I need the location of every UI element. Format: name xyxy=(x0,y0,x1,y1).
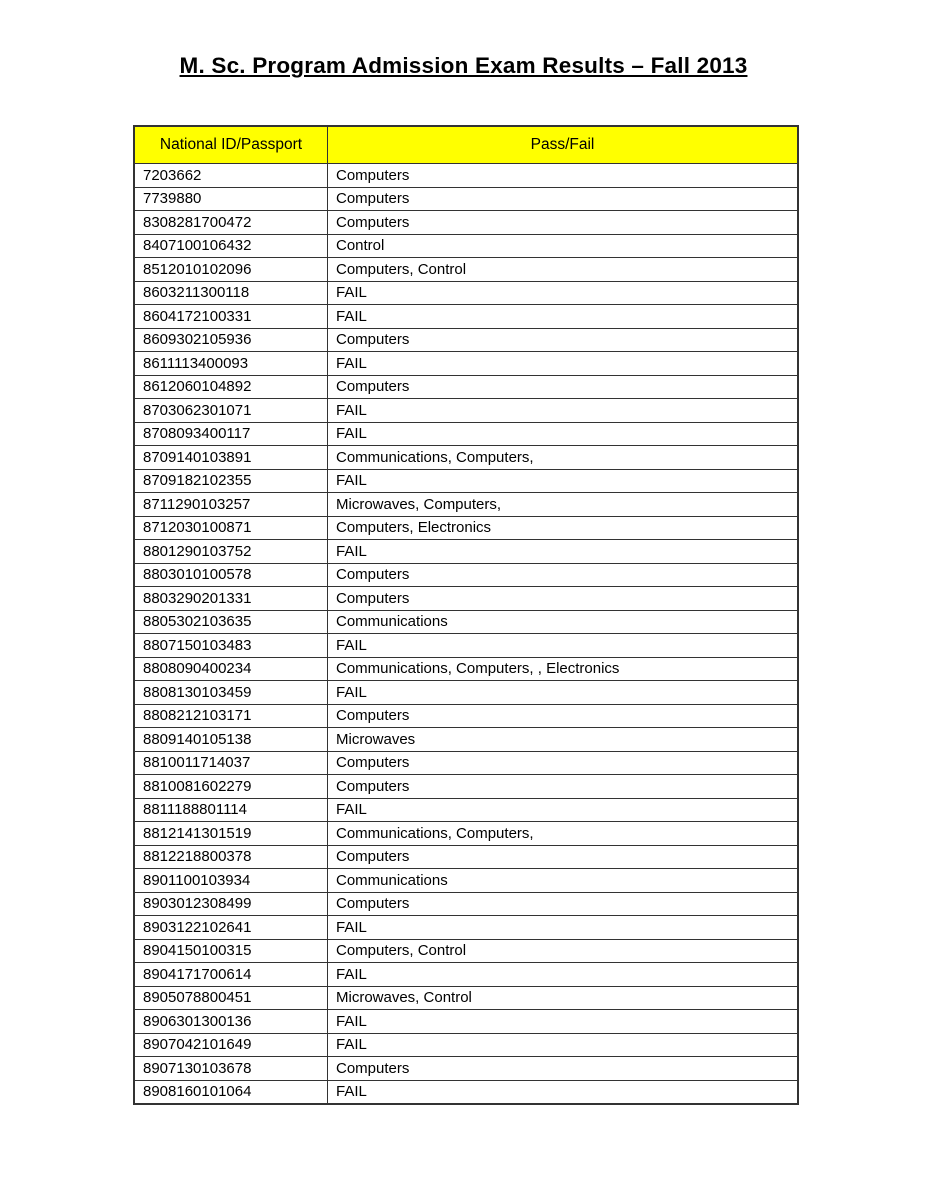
table-row xyxy=(134,634,798,658)
column-header-pass-fail: Pass/Fail xyxy=(328,126,799,164)
result-cell: FAIL xyxy=(328,281,799,305)
result-cell: Computers xyxy=(328,164,799,188)
table-row xyxy=(134,1033,798,1057)
result-cell: Computers xyxy=(328,845,799,869)
table-row xyxy=(134,446,798,470)
table-row xyxy=(134,728,798,752)
national-id-cell: 8708093400117 xyxy=(134,422,328,446)
table-row xyxy=(134,493,798,517)
national-id-cell: 8609302105936 xyxy=(134,328,328,352)
national-id-cell: 8904171700614 xyxy=(134,963,328,987)
table-row xyxy=(134,211,798,235)
result-cell: FAIL xyxy=(328,1033,799,1057)
result-cell: Communications xyxy=(328,610,799,634)
national-id-cell: 8808212103171 xyxy=(134,704,328,728)
national-id-cell: 8810081602279 xyxy=(134,775,328,799)
result-cell: Computers, Electronics xyxy=(328,516,799,540)
national-id-cell: 8907042101649 xyxy=(134,1033,328,1057)
table-row xyxy=(134,939,798,963)
result-cell: FAIL xyxy=(328,1080,799,1104)
result-cell: Computers xyxy=(328,187,799,211)
national-id-cell: 8809140105138 xyxy=(134,728,328,752)
table-row xyxy=(134,375,798,399)
result-cell: Computers xyxy=(328,328,799,352)
national-id-cell: 8604172100331 xyxy=(134,305,328,329)
table-row xyxy=(134,281,798,305)
national-id-cell: 8810011714037 xyxy=(134,751,328,775)
result-cell: FAIL xyxy=(328,305,799,329)
result-cell: Computers xyxy=(328,775,799,799)
national-id-cell: 8308281700472 xyxy=(134,211,328,235)
table-row xyxy=(134,916,798,940)
national-id-cell: 8905078800451 xyxy=(134,986,328,1010)
table-row xyxy=(134,328,798,352)
table-row xyxy=(134,751,798,775)
table-row xyxy=(134,657,798,681)
national-id-cell: 8805302103635 xyxy=(134,610,328,634)
result-cell: Computers xyxy=(328,704,799,728)
table-header-row xyxy=(134,126,798,164)
national-id-cell: 8603211300118 xyxy=(134,281,328,305)
result-cell: Computers xyxy=(328,563,799,587)
national-id-cell: 8709140103891 xyxy=(134,446,328,470)
national-id-cell: 8801290103752 xyxy=(134,540,328,564)
result-cell: FAIL xyxy=(328,634,799,658)
table-row xyxy=(134,587,798,611)
table-row xyxy=(134,798,798,822)
table-row xyxy=(134,704,798,728)
national-id-cell: 7739880 xyxy=(134,187,328,211)
national-id-cell: 8703062301071 xyxy=(134,399,328,423)
national-id-cell: 7203662 xyxy=(134,164,328,188)
column-header-national-id: National ID/Passport xyxy=(134,126,328,164)
national-id-cell: 8808090400234 xyxy=(134,657,328,681)
table-row xyxy=(134,516,798,540)
national-id-cell: 8903122102641 xyxy=(134,916,328,940)
result-cell: FAIL xyxy=(328,352,799,376)
result-cell: Microwaves, Control xyxy=(328,986,799,1010)
result-cell: Microwaves xyxy=(328,728,799,752)
result-cell: Computers, Control xyxy=(328,258,799,282)
national-id-cell: 8811188801114 xyxy=(134,798,328,822)
table-row xyxy=(134,399,798,423)
table-row xyxy=(134,234,798,258)
national-id-cell: 8512010102096 xyxy=(134,258,328,282)
national-id-cell: 8903012308499 xyxy=(134,892,328,916)
table-row xyxy=(134,422,798,446)
result-cell: FAIL xyxy=(328,540,799,564)
result-cell: FAIL xyxy=(328,399,799,423)
national-id-cell: 8907130103678 xyxy=(134,1057,328,1081)
result-cell: FAIL xyxy=(328,1010,799,1034)
table-row xyxy=(134,610,798,634)
national-id-cell: 8709182102355 xyxy=(134,469,328,493)
result-cell: Computers xyxy=(328,211,799,235)
national-id-cell: 8812218800378 xyxy=(134,845,328,869)
national-id-cell: 8908160101064 xyxy=(134,1080,328,1104)
table-row xyxy=(134,963,798,987)
national-id-cell: 8711290103257 xyxy=(134,493,328,517)
result-cell: Control xyxy=(328,234,799,258)
national-id-cell: 8712030100871 xyxy=(134,516,328,540)
table-row xyxy=(134,822,798,846)
table-row xyxy=(134,352,798,376)
table-row xyxy=(134,681,798,705)
national-id-cell: 8807150103483 xyxy=(134,634,328,658)
result-cell: Computers xyxy=(328,375,799,399)
national-id-cell: 8901100103934 xyxy=(134,869,328,893)
result-cell: Microwaves, Computers, xyxy=(328,493,799,517)
result-cell: Computers xyxy=(328,892,799,916)
table-row xyxy=(134,1010,798,1034)
national-id-cell: 8612060104892 xyxy=(134,375,328,399)
table-row xyxy=(134,986,798,1010)
results-table xyxy=(133,125,799,1105)
result-cell: FAIL xyxy=(328,422,799,446)
national-id-cell: 8407100106432 xyxy=(134,234,328,258)
result-cell: Computers xyxy=(328,751,799,775)
page-title: M. Sc. Program Admission Exam Results – Fall 2013 xyxy=(179,53,748,78)
national-id-cell: 8803010100578 xyxy=(134,563,328,587)
table-row xyxy=(134,775,798,799)
table-row xyxy=(134,845,798,869)
result-cell: Communications, Computers, xyxy=(328,822,799,846)
result-cell: FAIL xyxy=(328,681,799,705)
table-row xyxy=(134,469,798,493)
table-row xyxy=(134,164,798,188)
result-cell: Computers xyxy=(328,1057,799,1081)
national-id-cell: 8803290201331 xyxy=(134,587,328,611)
table-row xyxy=(134,305,798,329)
result-cell: Computers, Control xyxy=(328,939,799,963)
result-cell: Computers xyxy=(328,587,799,611)
result-cell: Communications xyxy=(328,869,799,893)
result-cell: FAIL xyxy=(328,469,799,493)
result-cell: FAIL xyxy=(328,798,799,822)
table-body xyxy=(134,164,798,1105)
table-row xyxy=(134,869,798,893)
national-id-cell: 8812141301519 xyxy=(134,822,328,846)
table-row xyxy=(134,187,798,211)
table-row xyxy=(134,1057,798,1081)
table-row xyxy=(134,892,798,916)
table-row xyxy=(134,540,798,564)
table-row xyxy=(134,258,798,282)
national-id-cell: 8906301300136 xyxy=(134,1010,328,1034)
table-row xyxy=(134,1080,798,1104)
national-id-cell: 8904150100315 xyxy=(134,939,328,963)
result-cell: FAIL xyxy=(328,963,799,987)
national-id-cell: 8611113400093 xyxy=(134,352,328,376)
national-id-cell: 8808130103459 xyxy=(134,681,328,705)
result-cell: FAIL xyxy=(328,916,799,940)
result-cell: Communications, Computers, xyxy=(328,446,799,470)
table-row xyxy=(134,563,798,587)
result-cell: Communications, Computers, , Electronics xyxy=(328,657,799,681)
